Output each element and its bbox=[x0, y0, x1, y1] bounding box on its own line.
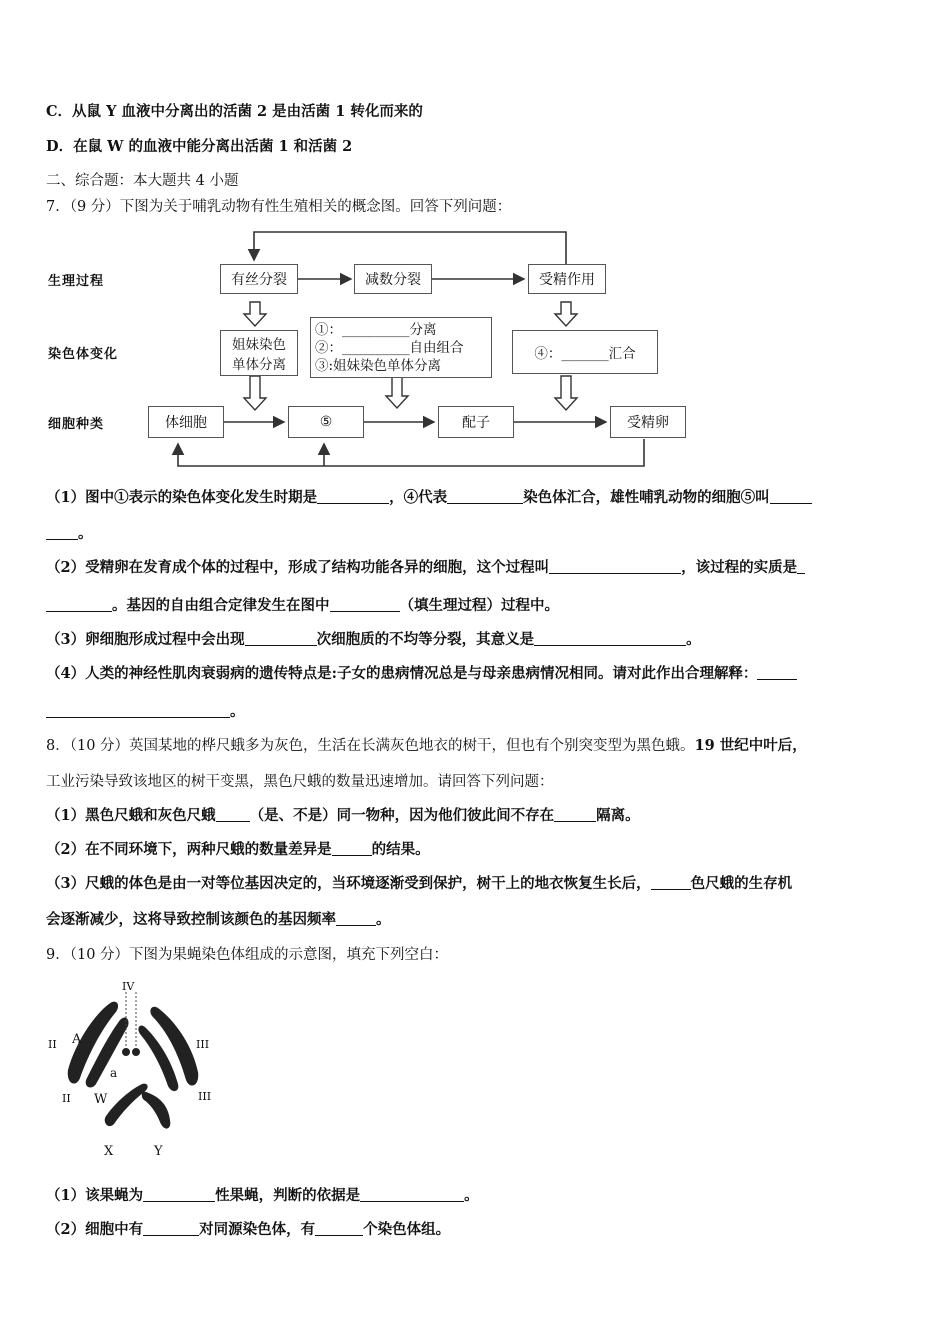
blank[interactable] bbox=[554, 806, 596, 822]
option-c: C．从鼠 Y 血液中分离出的活菌 2 是由活菌 1 转化而来的 bbox=[46, 103, 423, 120]
q8-p2-text-b: 的结果。 bbox=[371, 841, 430, 858]
q7-p4-text-a: （4）人类的神经性肌肉衰弱病的遗传特点是:子女的患病情况总是与母亲患病情况相同。请对此作出合理解释： bbox=[46, 665, 758, 682]
q8-p3-text-d: 。 bbox=[376, 911, 391, 928]
q8-part3 bbox=[46, 874, 792, 894]
q8-stem-line2: 工业污染导致该地区的树干变黑，黑色尺蛾的数量迅速增加。请回答下列问题： bbox=[46, 774, 554, 790]
q7-p4-text-b: 。 bbox=[230, 703, 245, 720]
blank[interactable] bbox=[245, 630, 317, 646]
arrow-fert-to-mitosis bbox=[254, 232, 566, 266]
q7-p1-text-b: ，④代表 bbox=[389, 489, 448, 506]
q7-p2-text-b: ，该过程的实质是 bbox=[681, 559, 798, 576]
box-meiosis: 减数分裂 bbox=[354, 264, 432, 294]
label-ii-top: II bbox=[48, 1038, 57, 1051]
q8-part3-cont bbox=[46, 910, 391, 930]
q7-part3 bbox=[46, 630, 701, 650]
q7-part4-cont bbox=[46, 702, 245, 722]
q7-p2-text-a: （2）受精卵在发育成个体的过程中，形成了结构功能各异的细胞，这个过程叫 bbox=[46, 559, 550, 576]
blank[interactable] bbox=[651, 874, 691, 890]
chromosome-y bbox=[142, 1092, 170, 1129]
q8-p2-text-a: （2）在不同环境下，两种尺蛾的数量差异是 bbox=[46, 841, 332, 858]
hollow-arrow-4 bbox=[386, 376, 408, 408]
hollow-arrow-2 bbox=[555, 302, 577, 326]
q8-p3-text-b: 色尺蛾的生存机 bbox=[690, 875, 793, 892]
blank[interactable] bbox=[317, 488, 389, 504]
q7-part2 bbox=[46, 558, 805, 578]
q8-p3-text-c: 会逐渐减少，这将导致控制该颜色的基因频率 bbox=[46, 911, 336, 928]
hollow-arrow-5 bbox=[555, 376, 577, 410]
blank[interactable] bbox=[534, 630, 686, 646]
q8-p3-text-a: （3）尺蛾的体色是由一对等位基因决定的，当环境逐渐受到保护，树干上的地衣恢复生长后， bbox=[46, 875, 651, 892]
box-mitosis-change bbox=[220, 330, 298, 376]
label-iv: IV bbox=[122, 980, 135, 993]
box-cell-5: ⑤ bbox=[288, 406, 364, 438]
q8-stem-text-a: 8．（10 分）英国某地的桦尺蛾多为灰色，生活在长满灰色地衣的树干，但也有个别突变型为黑色蛾。 bbox=[46, 738, 695, 754]
blank[interactable] bbox=[332, 840, 372, 856]
q7-part1 bbox=[46, 488, 812, 508]
box-zygote: 受精卵 bbox=[610, 406, 686, 438]
label-iii-bot: III bbox=[198, 1090, 212, 1103]
label-w: W bbox=[94, 1092, 108, 1107]
q7-p3-text-c: 。 bbox=[686, 631, 701, 648]
q7-part4 bbox=[46, 664, 797, 684]
q8-stem-text-b: 19 世纪中叶后， bbox=[694, 737, 807, 754]
blank[interactable] bbox=[143, 1186, 215, 1202]
label-y: Y bbox=[154, 1144, 163, 1159]
q9-p2-text-c: 个染色体组。 bbox=[363, 1221, 451, 1238]
chromosome-x bbox=[105, 1084, 148, 1127]
blank[interactable] bbox=[143, 1220, 199, 1236]
blank[interactable] bbox=[46, 596, 112, 612]
label-a-upper: A bbox=[72, 1032, 82, 1047]
blank[interactable] bbox=[797, 558, 805, 574]
blank[interactable] bbox=[46, 524, 78, 540]
hollow-arrow-3 bbox=[244, 376, 266, 410]
blank[interactable] bbox=[315, 1220, 363, 1236]
q7-p1-text-d: 。 bbox=[78, 525, 93, 542]
q9-p2-text-a: （2）细胞中有 bbox=[46, 1221, 144, 1238]
meiosis-change-line3: ③:姐妹染色单体分离 bbox=[315, 357, 442, 374]
q9-stem: 9．（10 分）下图为果蝇染色体组成的示意图，填充下列空白： bbox=[46, 947, 449, 963]
q7-p2-text-d: （填生理过程）过程中。 bbox=[399, 597, 559, 614]
box-fertilization-change: ④：_______汇合 bbox=[512, 330, 658, 374]
q7-p3-text-b: 次细胞质的不均等分裂，其意义是 bbox=[316, 631, 535, 648]
hollow-arrow-1 bbox=[244, 302, 266, 326]
blank[interactable] bbox=[757, 664, 797, 680]
q9-part1 bbox=[46, 1186, 479, 1206]
q9-part2 bbox=[46, 1220, 450, 1240]
box-mitosis: 有丝分裂 bbox=[220, 264, 298, 294]
q8-p1-text-c: 隔离。 bbox=[596, 807, 640, 824]
q9-p1-text-c: 。 bbox=[464, 1187, 479, 1204]
q7-p3-text-a: （3）卵细胞形成过程中会出现 bbox=[46, 631, 245, 648]
blank[interactable] bbox=[770, 488, 812, 504]
label-a-lower: a bbox=[110, 1066, 118, 1080]
meiosis-change-line2: ②：__________自由组合 bbox=[315, 339, 464, 356]
q8-p1-text-b: （是、不是）同一物种，因为他们彼此间不存在 bbox=[249, 807, 555, 824]
q8-stem-line1 bbox=[46, 736, 807, 756]
q7-stem: 7．（9 分）下图为关于哺乳动物有性生殖相关的概念图。回答下列问题： bbox=[46, 199, 512, 215]
box-gamete: 配子 bbox=[438, 406, 514, 438]
q7-p2-text-c: 。基因的自由组合定律发生在图中 bbox=[112, 597, 330, 614]
section-title: 二、综合题：本大题共 4 小题 bbox=[46, 173, 239, 189]
chromosome-iv-b bbox=[132, 1048, 140, 1056]
q8-part2 bbox=[46, 840, 430, 860]
mitosis-change-line1: 姐妹染色 bbox=[232, 337, 286, 353]
chromosome-drawing bbox=[46, 980, 221, 1160]
blank[interactable] bbox=[216, 806, 250, 822]
label-x: X bbox=[104, 1144, 114, 1159]
arrow-zygote-to-soma bbox=[178, 439, 644, 466]
box-somatic-cell: 体细胞 bbox=[148, 406, 224, 438]
blank[interactable] bbox=[549, 558, 681, 574]
fruit-fly-karyotype bbox=[46, 980, 221, 1160]
blank[interactable] bbox=[360, 1186, 464, 1202]
blank[interactable] bbox=[447, 488, 523, 504]
q8-p1-text-a: （1）黑色尺蛾和灰色尺蛾 bbox=[46, 807, 216, 824]
q7-part2-cont bbox=[46, 596, 559, 616]
row-label-chromosome: 染色体变化 bbox=[48, 347, 119, 362]
q9-p1-text-a: （1）该果蝇为 bbox=[46, 1187, 144, 1204]
label-ii-bot: II bbox=[62, 1092, 71, 1105]
chromosome-iv-a bbox=[122, 1048, 130, 1056]
q7-p1-text-c: 染色体汇合，雄性哺乳动物的细胞⑤叫 bbox=[523, 489, 770, 506]
blank[interactable] bbox=[336, 910, 376, 926]
concept-map bbox=[46, 226, 696, 476]
blank[interactable] bbox=[46, 702, 230, 718]
label-iii-top: III bbox=[196, 1038, 210, 1051]
row-label-process: 生理过程 bbox=[48, 274, 105, 289]
q7-p1-text-a: （1）图中①表示的染色体变化发生时期是 bbox=[46, 489, 318, 506]
row-label-cells: 细胞种类 bbox=[48, 417, 105, 432]
q9-p1-text-b: 性果蝇，判断的依据是 bbox=[215, 1187, 361, 1204]
q7-part1-cont bbox=[46, 524, 93, 544]
meiosis-change-line1: ①：__________分离 bbox=[315, 321, 437, 338]
mitosis-change-line2: 单体分离 bbox=[232, 357, 286, 373]
q8-part1 bbox=[46, 806, 640, 826]
q9-p2-text-b: 对同源染色体，有 bbox=[199, 1221, 316, 1238]
box-meiosis-change bbox=[310, 317, 492, 378]
blank[interactable] bbox=[330, 596, 400, 612]
option-d: D．在鼠 W 的血液中能分离出活菌 1 和活菌 2 bbox=[46, 138, 353, 155]
box-fertilization: 受精作用 bbox=[528, 264, 606, 294]
